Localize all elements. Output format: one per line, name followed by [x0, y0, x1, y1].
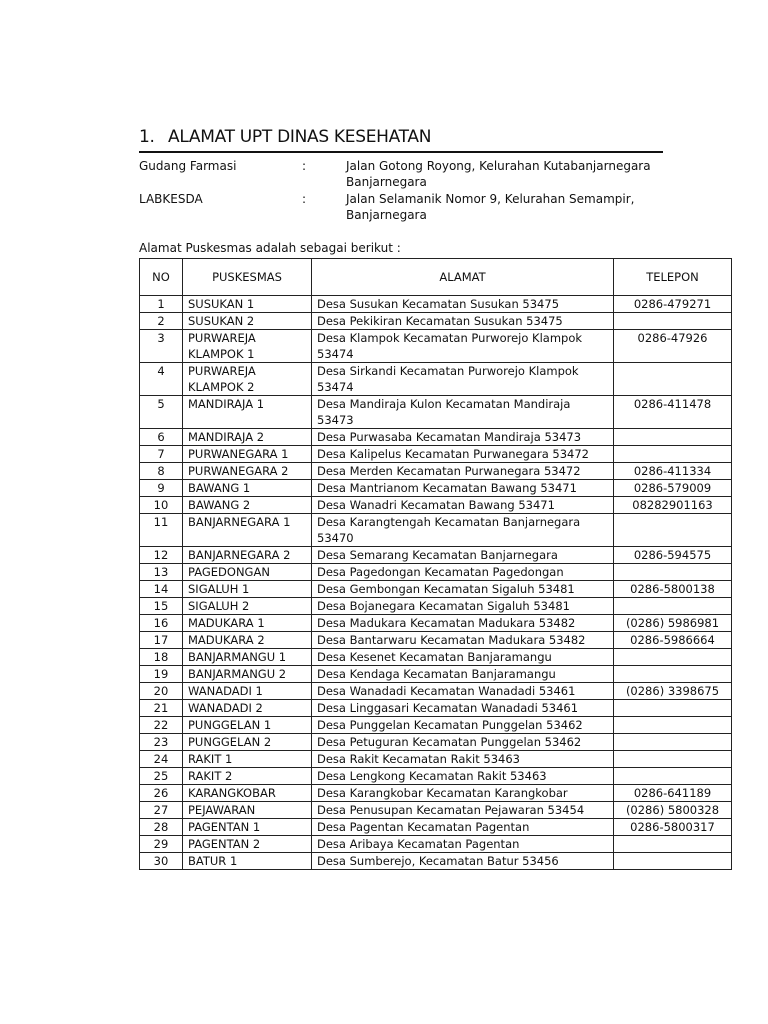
- table-row: [140, 463, 732, 480]
- cell-telepon: 08282901163: [614, 497, 732, 514]
- cell-telepon: [614, 768, 732, 785]
- cell-alamat: [312, 598, 614, 615]
- puskesmas-name-line: PAGEDONGAN: [188, 565, 270, 579]
- cell-no: 7: [140, 446, 183, 463]
- table-row: [140, 853, 732, 870]
- table-row: [140, 396, 732, 429]
- cell-puskesmas: [183, 853, 312, 870]
- cell-puskesmas: [183, 313, 312, 330]
- cell-alamat: [312, 819, 614, 836]
- cell-telepon: [614, 446, 732, 463]
- cell-alamat: [312, 751, 614, 768]
- alamat-line: Desa Gembongan Kecamatan Sigaluh 53481: [317, 582, 575, 596]
- cell-puskesmas: [183, 446, 312, 463]
- table-row: [140, 313, 732, 330]
- table-row: [140, 768, 732, 785]
- table-row: [140, 632, 732, 649]
- cell-telepon: [614, 313, 732, 330]
- cell-telepon: [614, 514, 732, 547]
- puskesmas-name-line: MANDIRAJA 2: [188, 430, 265, 444]
- cell-alamat: [312, 734, 614, 751]
- cell-alamat: [312, 581, 614, 598]
- cell-alamat: [312, 396, 614, 429]
- cell-puskesmas: [183, 598, 312, 615]
- cell-telepon: [614, 836, 732, 853]
- puskesmas-name-line: SUSUKAN 2: [188, 314, 255, 328]
- cell-no: 18: [140, 649, 183, 666]
- alamat-line: Desa Bantarwaru Kecamatan Madukara 53482: [317, 633, 586, 647]
- alamat-line: Desa Punggelan Kecamatan Punggelan 53462: [317, 718, 583, 732]
- cell-alamat: [312, 463, 614, 480]
- cell-alamat: [312, 547, 614, 564]
- puskesmas-name-line: PURWANEGARA 1: [188, 447, 289, 461]
- info-value-line: Banjarnegara: [346, 208, 427, 222]
- cell-alamat: [312, 683, 614, 700]
- cell-no: 15: [140, 598, 183, 615]
- cell-telepon: 0286-594575: [614, 547, 732, 564]
- cell-puskesmas: [183, 819, 312, 836]
- cell-puskesmas: [183, 396, 312, 429]
- section-heading: [139, 126, 663, 153]
- cell-no: 20: [140, 683, 183, 700]
- cell-puskesmas: [183, 836, 312, 853]
- cell-telepon: [614, 853, 732, 870]
- cell-puskesmas: [183, 717, 312, 734]
- cell-alamat: [312, 836, 614, 853]
- table-row: [140, 446, 732, 463]
- header-telepon: TELEPON: [614, 259, 732, 296]
- alamat-line: Desa Pekikiran Kecamatan Susukan 53475: [317, 314, 563, 328]
- cell-alamat: [312, 480, 614, 497]
- header-puskesmas: PUSKESMAS: [183, 259, 312, 296]
- puskesmas-name-line: BAWANG 2: [188, 498, 251, 512]
- puskesmas-name-line: PURWAREJA: [188, 364, 256, 378]
- cell-puskesmas: [183, 581, 312, 598]
- table-row: [140, 296, 732, 313]
- cell-telepon: (0286) 3398675: [614, 683, 732, 700]
- puskesmas-name-line: PURWAREJA: [188, 331, 256, 345]
- alamat-line: Desa Wanadri Kecamatan Bawang 53471: [317, 498, 555, 512]
- cell-no: 27: [140, 802, 183, 819]
- cell-telepon: [614, 598, 732, 615]
- alamat-line: Desa Pagedongan Kecamatan Pagedongan: [317, 565, 564, 579]
- cell-no: 26: [140, 785, 183, 802]
- table-row: [140, 666, 732, 683]
- alamat-line: 53474: [317, 380, 354, 394]
- puskesmas-name-line: WANADADI 2: [188, 701, 263, 715]
- cell-puskesmas: [183, 768, 312, 785]
- cell-no: 17: [140, 632, 183, 649]
- cell-telepon: 0286-411478: [614, 396, 732, 429]
- cell-telepon: [614, 666, 732, 683]
- alamat-line: Desa Bojanegara Kecamatan Sigaluh 53481: [317, 599, 570, 613]
- cell-no: 29: [140, 836, 183, 853]
- puskesmas-name-line: PURWANEGARA 2: [188, 464, 289, 478]
- cell-no: 24: [140, 751, 183, 768]
- cell-telepon: [614, 564, 732, 581]
- cell-puskesmas: [183, 480, 312, 497]
- cell-puskesmas: [183, 785, 312, 802]
- cell-puskesmas: [183, 802, 312, 819]
- cell-no: 14: [140, 581, 183, 598]
- table-body: [140, 296, 732, 870]
- table-row: [140, 429, 732, 446]
- table-row: [140, 802, 732, 819]
- puskesmas-name-line: MANDIRAJA 1: [188, 397, 265, 411]
- cell-puskesmas: [183, 649, 312, 666]
- cell-alamat: [312, 768, 614, 785]
- cell-puskesmas: [183, 547, 312, 564]
- cell-telepon: 0286-411334: [614, 463, 732, 480]
- alamat-line: Desa Penusupan Kecamatan Pejawaran 53454: [317, 803, 585, 817]
- alamat-line: Desa Lengkong Kecamatan Rakit 53463: [317, 769, 547, 783]
- table-row: [140, 514, 732, 547]
- info-colon: :: [302, 192, 307, 206]
- cell-alamat: [312, 313, 614, 330]
- table-row: [140, 480, 732, 497]
- cell-telepon: [614, 363, 732, 396]
- table-row: [140, 330, 732, 363]
- table-row: [140, 649, 732, 666]
- section-title: ALAMAT UPT DINAS KESEHATAN: [168, 127, 432, 147]
- cell-puskesmas: [183, 429, 312, 446]
- alamat-line: Desa Mantrianom Kecamatan Bawang 53471: [317, 481, 577, 495]
- cell-alamat: [312, 514, 614, 547]
- cell-puskesmas: [183, 497, 312, 514]
- cell-puskesmas: [183, 751, 312, 768]
- cell-puskesmas: [183, 514, 312, 547]
- table-row: [140, 683, 732, 700]
- cell-alamat: [312, 429, 614, 446]
- cell-puskesmas: [183, 734, 312, 751]
- puskesmas-name-line: BANJARNEGARA 1: [188, 515, 291, 529]
- cell-no: 2: [140, 313, 183, 330]
- cell-no: 12: [140, 547, 183, 564]
- puskesmas-name-line: BANJARNEGARA 2: [188, 548, 291, 562]
- cell-no: 11: [140, 514, 183, 547]
- alamat-line: Desa Petuguran Kecamatan Punggelan 53462: [317, 735, 582, 749]
- info-colon: :: [302, 159, 307, 173]
- cell-puskesmas: [183, 666, 312, 683]
- table-header-row: [140, 259, 732, 296]
- cell-puskesmas: [183, 363, 312, 396]
- cell-puskesmas: [183, 700, 312, 717]
- puskesmas-name-line: SIGALUH 2: [188, 599, 250, 613]
- info-value: [346, 191, 666, 223]
- cell-telepon: 0286-641189: [614, 785, 732, 802]
- alamat-line: Desa Kendaga Kecamatan Banjaramangu: [317, 667, 556, 681]
- cell-telepon: 0286-47926: [614, 330, 732, 363]
- alamat-line: Desa Mandiraja Kulon Kecamatan Mandiraja: [317, 397, 571, 411]
- puskesmas-name-line: KLAMPOK 2: [188, 380, 255, 394]
- cell-telepon: [614, 429, 732, 446]
- table-row: [140, 598, 732, 615]
- puskesmas-name-line: MADUKARA 2: [188, 633, 265, 647]
- cell-alamat: [312, 700, 614, 717]
- puskesmas-name-line: WANADADI 1: [188, 684, 263, 698]
- alamat-line: Desa Sirkandi Kecamatan Purworejo Klampok: [317, 364, 579, 378]
- header-no: NO: [140, 259, 183, 296]
- alamat-line: Desa Semarang Kecamatan Banjarnegara: [317, 548, 558, 562]
- cell-no: 3: [140, 330, 183, 363]
- cell-no: 13: [140, 564, 183, 581]
- cell-no: 6: [140, 429, 183, 446]
- puskesmas-name-line: MADUKARA 1: [188, 616, 265, 630]
- cell-telepon: [614, 649, 732, 666]
- alamat-line: Desa Susukan Kecamatan Susukan 53475: [317, 297, 560, 311]
- table-row: [140, 734, 732, 751]
- info-value: [346, 158, 666, 190]
- cell-telepon: 0286-5986664: [614, 632, 732, 649]
- alamat-line: Desa Rakit Kecamatan Rakit 53463: [317, 752, 520, 766]
- cell-alamat: [312, 649, 614, 666]
- table-row: [140, 785, 732, 802]
- alamat-line: Desa Purwasaba Kecamatan Mandiraja 53473: [317, 430, 582, 444]
- table-row: [140, 836, 732, 853]
- cell-alamat: [312, 853, 614, 870]
- puskesmas-name-line: SUSUKAN 1: [188, 297, 255, 311]
- table-row: [140, 615, 732, 632]
- cell-no: 28: [140, 819, 183, 836]
- cell-no: 22: [140, 717, 183, 734]
- table-row: [140, 819, 732, 836]
- alamat-line: Desa Pagentan Kecamatan Pagentan: [317, 820, 530, 834]
- cell-alamat: [312, 632, 614, 649]
- cell-telepon: [614, 751, 732, 768]
- cell-alamat: [312, 717, 614, 734]
- cell-telepon: 0286-479271: [614, 296, 732, 313]
- table-row: [140, 581, 732, 598]
- alamat-line: Desa Klampok Kecamatan Purworejo Klampok: [317, 331, 583, 345]
- cell-alamat: [312, 446, 614, 463]
- cell-telepon: [614, 734, 732, 751]
- cell-alamat: [312, 564, 614, 581]
- table-row: [140, 564, 732, 581]
- table-row: [140, 700, 732, 717]
- cell-telepon: (0286) 5800328: [614, 802, 732, 819]
- puskesmas-name-line: PUNGGELAN 2: [188, 735, 272, 749]
- cell-no: 9: [140, 480, 183, 497]
- table-row: [140, 497, 732, 514]
- cell-alamat: [312, 785, 614, 802]
- alamat-line: Desa Wanadadi Kecamatan Wanadadi 53461: [317, 684, 576, 698]
- info-value-line: Jalan Gotong Royong, Kelurahan Kutabanjarnegara: [346, 159, 651, 173]
- alamat-line: Desa Karangkobar Kecamatan Karangkobar: [317, 786, 568, 800]
- alamat-line: 53474: [317, 347, 354, 361]
- alamat-line: 53473: [317, 413, 354, 427]
- puskesmas-name-line: PUNGGELAN 1: [188, 718, 272, 732]
- puskesmas-name-line: PAGENTAN 1: [188, 820, 261, 834]
- cell-puskesmas: [183, 330, 312, 363]
- alamat-line: Desa Kalipelus Kecamatan Purwanegara 53472: [317, 447, 589, 461]
- cell-telepon: [614, 717, 732, 734]
- cell-no: 30: [140, 853, 183, 870]
- cell-alamat: [312, 330, 614, 363]
- cell-puskesmas: [183, 463, 312, 480]
- cell-telepon: 0286-579009: [614, 480, 732, 497]
- info-value-line: Jalan Selamanik Nomor 9, Kelurahan Semampir,: [346, 192, 635, 206]
- puskesmas-name-line: RAKIT 2: [188, 769, 233, 783]
- cell-alamat: [312, 615, 614, 632]
- cell-puskesmas: [183, 296, 312, 313]
- puskesmas-name-line: KLAMPOK 1: [188, 347, 255, 361]
- alamat-line: Desa Karangtengah Kecamatan Banjarnegara: [317, 515, 581, 529]
- cell-alamat: [312, 296, 614, 313]
- info-label: LABKESDA: [139, 192, 203, 206]
- alamat-line: Desa Linggasari Kecamatan Wanadadi 53461: [317, 701, 579, 715]
- cell-puskesmas: [183, 615, 312, 632]
- alamat-line: Desa Madukara Kecamatan Madukara 53482: [317, 616, 576, 630]
- alamat-line: Desa Sumberejo, Kecamatan Batur 53456: [317, 854, 559, 868]
- puskesmas-name-line: BANJARMANGU 1: [188, 650, 287, 664]
- cell-telepon: 0286-5800317: [614, 819, 732, 836]
- table-row: [140, 751, 732, 768]
- cell-telepon: [614, 700, 732, 717]
- puskesmas-name-line: BAWANG 1: [188, 481, 251, 495]
- cell-no: 4: [140, 363, 183, 396]
- puskesmas-name-line: KARANGKOBAR: [188, 786, 276, 800]
- cell-telepon: 0286-5800138: [614, 581, 732, 598]
- cell-no: 1: [140, 296, 183, 313]
- info-label: Gudang Farmasi: [139, 159, 237, 173]
- table-row: [140, 547, 732, 564]
- cell-puskesmas: [183, 564, 312, 581]
- puskesmas-name-line: PAGENTAN 2: [188, 837, 261, 851]
- cell-no: 19: [140, 666, 183, 683]
- section-number: 1.: [139, 127, 155, 147]
- table-intro: Alamat Puskesmas adalah sebagai berikut :: [139, 241, 401, 255]
- cell-alamat: [312, 497, 614, 514]
- alamat-line: 53470: [317, 531, 354, 545]
- cell-no: 5: [140, 396, 183, 429]
- info-value-line: Banjarnegara: [346, 175, 427, 189]
- alamat-line: Desa Merden Kecamatan Purwanegara 53472: [317, 464, 581, 478]
- cell-no: 16: [140, 615, 183, 632]
- cell-no: 25: [140, 768, 183, 785]
- cell-no: 21: [140, 700, 183, 717]
- cell-telepon: (0286) 5986981: [614, 615, 732, 632]
- puskesmas-name-line: RAKIT 1: [188, 752, 233, 766]
- cell-alamat: [312, 802, 614, 819]
- puskesmas-name-line: BANJARMANGU 2: [188, 667, 287, 681]
- header-alamat: ALAMAT: [312, 259, 614, 296]
- cell-alamat: [312, 666, 614, 683]
- table-row: [140, 717, 732, 734]
- alamat-line: Desa Aribaya Kecamatan Pagentan: [317, 837, 520, 851]
- puskesmas-name-line: SIGALUH 1: [188, 582, 250, 596]
- cell-puskesmas: [183, 683, 312, 700]
- alamat-line: Desa Kesenet Kecamatan Banjaramangu: [317, 650, 552, 664]
- cell-no: 10: [140, 497, 183, 514]
- puskesmas-name-line: PEJAWARAN: [188, 803, 256, 817]
- cell-puskesmas: [183, 632, 312, 649]
- puskesmas-table: [139, 258, 732, 870]
- puskesmas-name-line: BATUR 1: [188, 854, 238, 868]
- cell-alamat: [312, 363, 614, 396]
- cell-no: 8: [140, 463, 183, 480]
- cell-no: 23: [140, 734, 183, 751]
- table-row: [140, 363, 732, 396]
